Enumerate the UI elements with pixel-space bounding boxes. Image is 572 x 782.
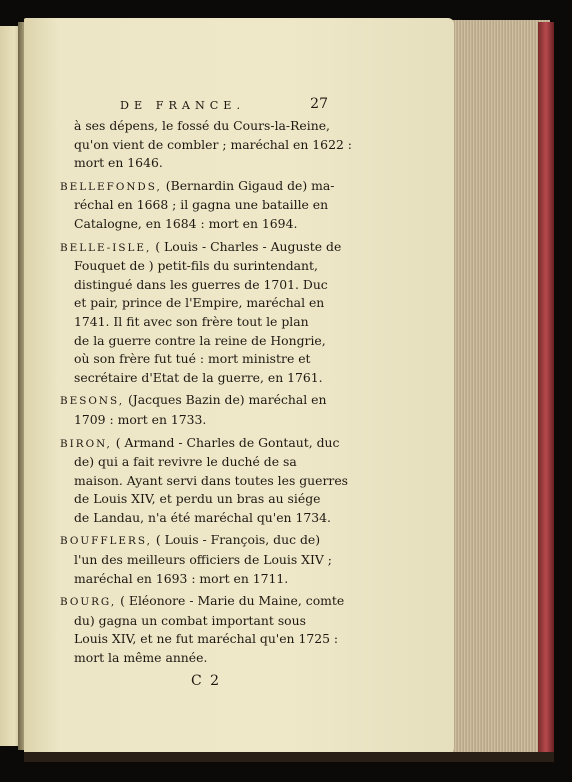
entry-biron bbox=[60, 434, 349, 528]
entry-line: de la guerre contre la reine de Hongrie, bbox=[74, 332, 326, 348]
entry-line: où son frère fut tué : mort ministre et bbox=[74, 351, 311, 367]
book-cover-bottom bbox=[24, 752, 554, 762]
entry-line bbox=[60, 592, 345, 612]
entry-line: de) qui a fait revivre le duché de sa bbox=[74, 454, 297, 470]
entry-line: Louis XIV, et ne fut maréchal qu'en 1725 : bbox=[74, 631, 339, 647]
entry-name: BOURG, bbox=[60, 596, 117, 609]
entry-line: Fouquet de ) petit-fils du surintendant, bbox=[74, 258, 318, 274]
entry-line: l'un des meilleurs officiers de Louis XIV ; bbox=[74, 552, 332, 568]
entry-line: mort la même année. bbox=[74, 650, 208, 666]
running-title: DE FRANCE. bbox=[120, 99, 246, 112]
entry-line: secrétaire d'Etat de la guerre, en 1761. bbox=[74, 369, 323, 385]
entry-line-text: (Bernardin Gigaud de) ma- bbox=[165, 177, 335, 193]
entry-line bbox=[60, 177, 335, 197]
page-header bbox=[60, 95, 332, 117]
book-spine bbox=[538, 22, 554, 762]
entry-bourg bbox=[60, 592, 345, 667]
entry-line bbox=[60, 531, 332, 551]
entry-name: BOUFFLERS, bbox=[60, 535, 152, 548]
entry-line bbox=[60, 391, 332, 411]
entry-line: distingué dans les guerres de 1701. Duc bbox=[74, 276, 328, 292]
entry-line-text: ( Armand - Charles de Gontaut, duc bbox=[115, 434, 340, 450]
entry-line: maison. Ayant servi dans toutes les guerres bbox=[74, 472, 349, 488]
entry-line bbox=[60, 434, 340, 454]
entry-line-text: (Jacques Bazin de) maréchal en bbox=[127, 392, 327, 408]
entry-line: de Louis XIV, et perdu un bras au siége bbox=[74, 491, 321, 507]
entry-line: mort en 1646. bbox=[74, 155, 163, 171]
entry-line: du) gagna un combat important sous bbox=[74, 612, 306, 628]
entry-line: 1709 : mort en 1733. bbox=[74, 411, 207, 427]
entry-bellefonds bbox=[60, 177, 335, 234]
entry-belle-isle bbox=[60, 238, 342, 388]
entry-line-text: ( Louis - Charles - Auguste de bbox=[155, 238, 342, 254]
entry-besons bbox=[60, 391, 332, 429]
entry-line: Catalogne, en 1684 : mort en 1694. bbox=[74, 215, 298, 231]
signature-mark: C 2 bbox=[190, 672, 222, 689]
entry-name: BELLE-ISLE, bbox=[60, 241, 152, 254]
entry-name: BIRON, bbox=[60, 437, 112, 450]
entry-line: de Landau, n'a été maréchal qu'en 1734. bbox=[74, 509, 331, 525]
entry-line: maréchal en 1693 : mort en 1711. bbox=[74, 570, 289, 586]
entry-continuation bbox=[60, 117, 352, 173]
entry-line: qu'on vient de combler ; maréchal en 1622 : bbox=[74, 136, 352, 152]
entry-boufflers bbox=[60, 531, 332, 588]
entry-line: et pair, prince de l'Empire, maréchal en bbox=[74, 295, 325, 311]
entry-line: 1741. Il fit avec son frère tout le plan bbox=[74, 313, 309, 329]
entry-name: BELLEFONDS, bbox=[60, 180, 162, 193]
entry-line: réchal en 1668 ; il gagna une bataille en bbox=[74, 197, 329, 213]
entry-line bbox=[60, 238, 342, 258]
entry-line-text: ( Louis - François, duc de) bbox=[155, 532, 321, 548]
entry-line-text: ( Eléonore - Marie du Maine, comte bbox=[120, 593, 345, 609]
page-edges bbox=[450, 20, 550, 760]
page-text bbox=[60, 95, 352, 690]
entry-line: à ses dépens, le fossé du Cours-la-Reine, bbox=[74, 118, 330, 133]
entry-name: BESONS, bbox=[60, 395, 124, 408]
page-number: 27 bbox=[310, 96, 328, 112]
